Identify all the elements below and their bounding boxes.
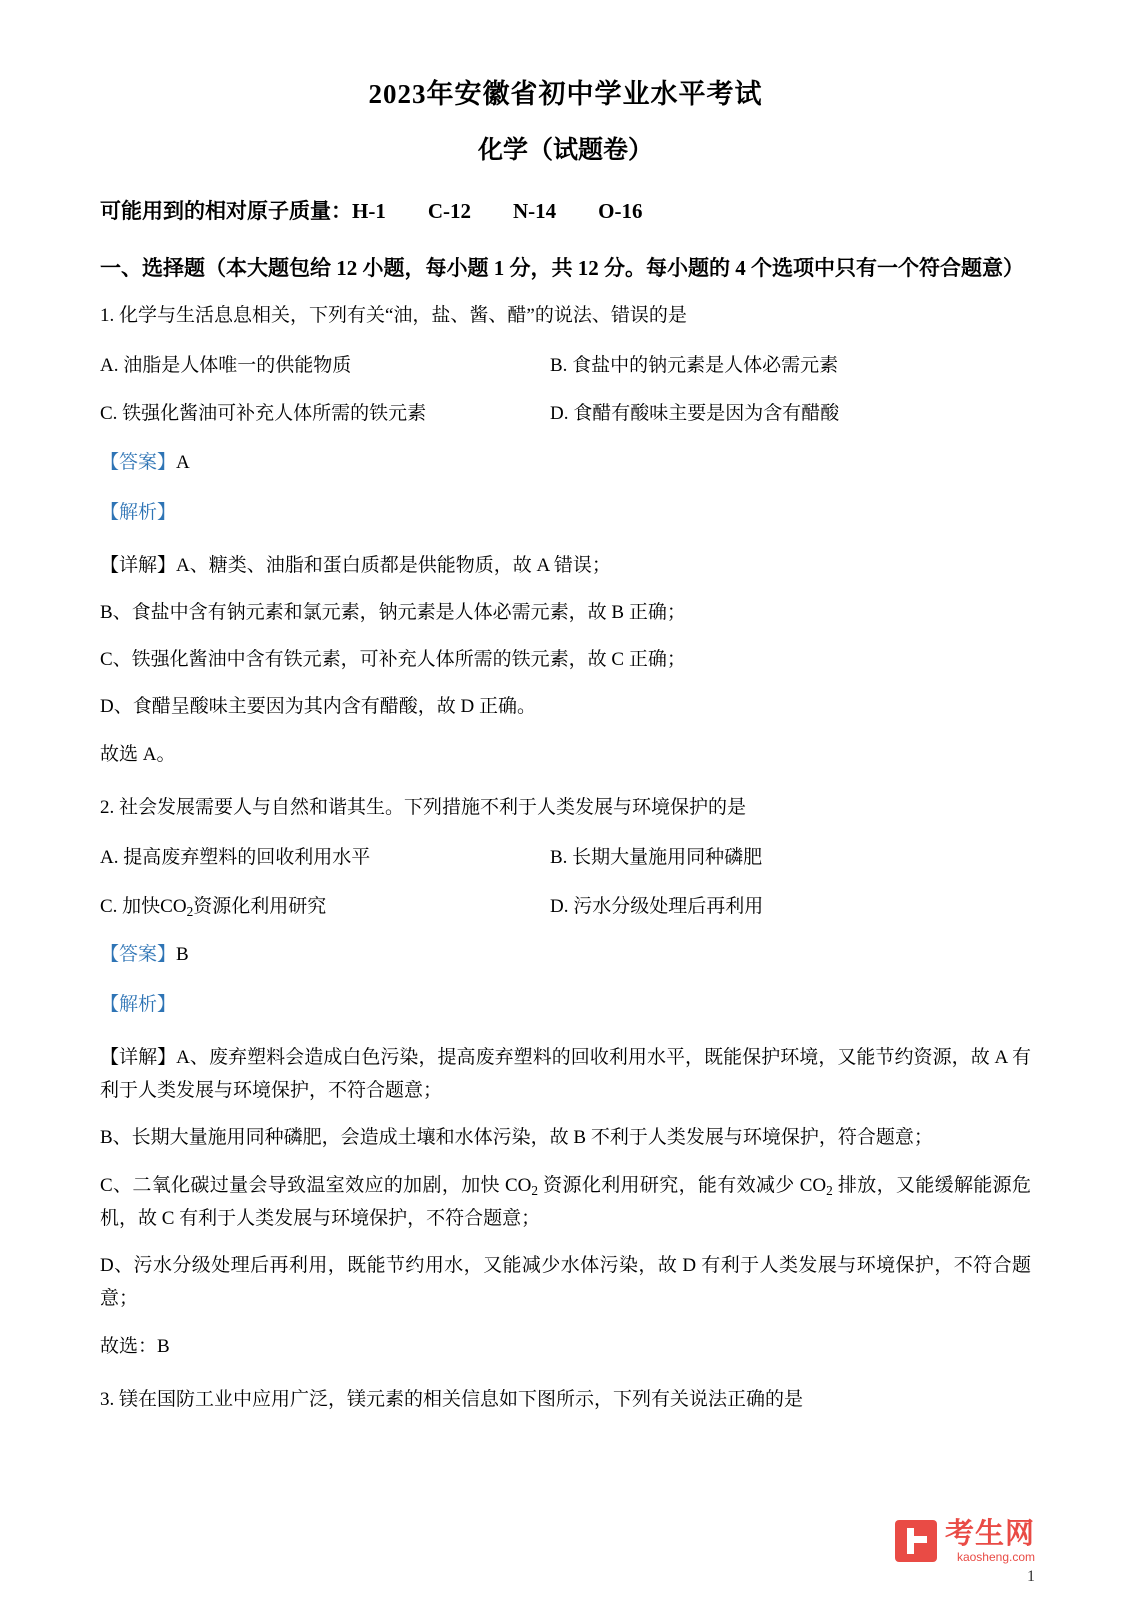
watermark-logo-icon bbox=[895, 1520, 937, 1562]
answer-value: A bbox=[176, 451, 190, 473]
question-2-detail-line: B、长期大量施用同种磷肥，会造成土壤和水体污染，故 B 不利于人类发展与环境保护，符合题意； bbox=[100, 1127, 933, 1149]
page-subtitle: 化学（试题卷） bbox=[477, 137, 653, 165]
question-2-detail-line: 【详解】A、废弃塑料会造成白色污染，提高废弃塑料的回收利用水平，既能保护环境，又能节约资源，故 A 有利于人类发展与环境保护，不符合题意； bbox=[100, 1046, 1031, 1102]
option-row bbox=[100, 892, 1031, 922]
detail-c-sub2: 2 bbox=[826, 1182, 833, 1198]
option-c[interactable] bbox=[100, 892, 550, 922]
page-number: 1 bbox=[1027, 1568, 1035, 1585]
option-c-text-post: 资源化利用研究 bbox=[193, 895, 327, 917]
option-b[interactable]: B. 长期大量施用同种磷肥 bbox=[550, 847, 763, 869]
detail-c-part1: C、二氧化碳过量会导致温室效应的加剧，加快 CO bbox=[100, 1174, 532, 1196]
answer-tag: 【答案】 bbox=[100, 451, 177, 473]
question-2-answer bbox=[100, 940, 1031, 970]
question-1-answer bbox=[100, 448, 1031, 478]
question-1-detail-line: D、食醋呈酸味主要因为其内含有醋酸，故 D 正确。 bbox=[100, 696, 536, 718]
analysis-tag: 【解析】 bbox=[100, 994, 177, 1016]
question-1-detail-line: B、食盐中含有钠元素和氯元素，钠元素是人体必需元素，故 B 正确； bbox=[100, 601, 686, 623]
option-a[interactable]: A. 提高废弃塑料的回收利用水平 bbox=[100, 847, 371, 869]
question-1-detail-line: 【详解】A、糖类、油脂和蛋白质都是供能物质，故 A 错误； bbox=[100, 554, 611, 576]
question-1-options bbox=[100, 351, 1031, 430]
option-b[interactable]: B. 食盐中的钠元素是人体必需元素 bbox=[550, 355, 839, 377]
option-a[interactable]: A. 油脂是人体唯一的供能物质 bbox=[100, 355, 352, 377]
detail-c-sub1: 2 bbox=[531, 1182, 539, 1198]
question-1-detail-line: 故选 A。 bbox=[100, 743, 176, 765]
question-2-options bbox=[100, 843, 1031, 922]
watermark bbox=[895, 1519, 1035, 1564]
question-1-detail-line: C、铁强化酱油中含有铁元素，可补充人体所需的铁元素，故 C 正确； bbox=[100, 649, 686, 671]
answer-value: B bbox=[176, 944, 189, 966]
option-c-subscript: 2 bbox=[186, 903, 194, 919]
detail-c-part3: 排放，又能缓解能源危机，故 C 有利于人类发展与环境保护，不符合题意； bbox=[100, 1174, 1031, 1229]
page-title: 2023年安徽省初中学业水平考试 bbox=[368, 79, 763, 109]
question-1-analysis-tag bbox=[100, 498, 1031, 528]
answer-tag: 【答案】 bbox=[100, 944, 177, 966]
watermark-text bbox=[945, 1519, 1035, 1564]
option-c-text-pre: C. 加快CO bbox=[100, 895, 187, 917]
question-1-stem: 1. 化学与生活息息相关，下列有关“油，盐、酱、醋”的说法、错误的是 bbox=[100, 304, 687, 326]
question-2-detail-line-c bbox=[100, 1169, 1031, 1236]
question-3-stem: 3. 镁在国防工业中应用广泛，镁元素的相关信息如下图所示，下列有关说法正确的是 bbox=[100, 1388, 804, 1410]
option-row bbox=[100, 351, 1031, 381]
question-2-analysis-tag bbox=[100, 990, 1031, 1020]
watermark-name: 考生网 bbox=[944, 1517, 1035, 1550]
option-row bbox=[100, 843, 1031, 873]
option-row bbox=[100, 399, 1031, 429]
option-d[interactable]: D. 污水分级处理后再利用 bbox=[550, 895, 764, 917]
question-2-detail-line: D、污水分级处理后再利用，既能节约用水，又能减少水体污染，故 D 有利于人类发展与环境保护，不符合题意； bbox=[100, 1255, 1031, 1310]
question-2-stem: 2. 社会发展需要人与自然和谐其生。下列措施不利于人类发展与环境保护的是 bbox=[100, 796, 747, 818]
option-d[interactable]: D. 食醋有酸味主要是因为含有醋酸 bbox=[550, 403, 840, 425]
detail-c-part2: 资源化利用研究，能有效减少 CO bbox=[538, 1174, 827, 1196]
section-heading: 一、选择题（本大题包给 12 小题，每小题 1 分，共 12 分。每小题的 4 个选项中只有一个符合题意） bbox=[100, 255, 1024, 280]
watermark-url: kaosheng.com bbox=[956, 1549, 1035, 1564]
question-2-detail-line: 故选：B bbox=[100, 1335, 170, 1357]
analysis-tag: 【解析】 bbox=[100, 502, 177, 524]
atomic-mass-note: 可能用到的相对原子质量：H-1 C-12 N-14 O-16 bbox=[100, 199, 643, 224]
option-c[interactable]: C. 铁强化酱油可补充人体所需的铁元素 bbox=[100, 403, 427, 425]
